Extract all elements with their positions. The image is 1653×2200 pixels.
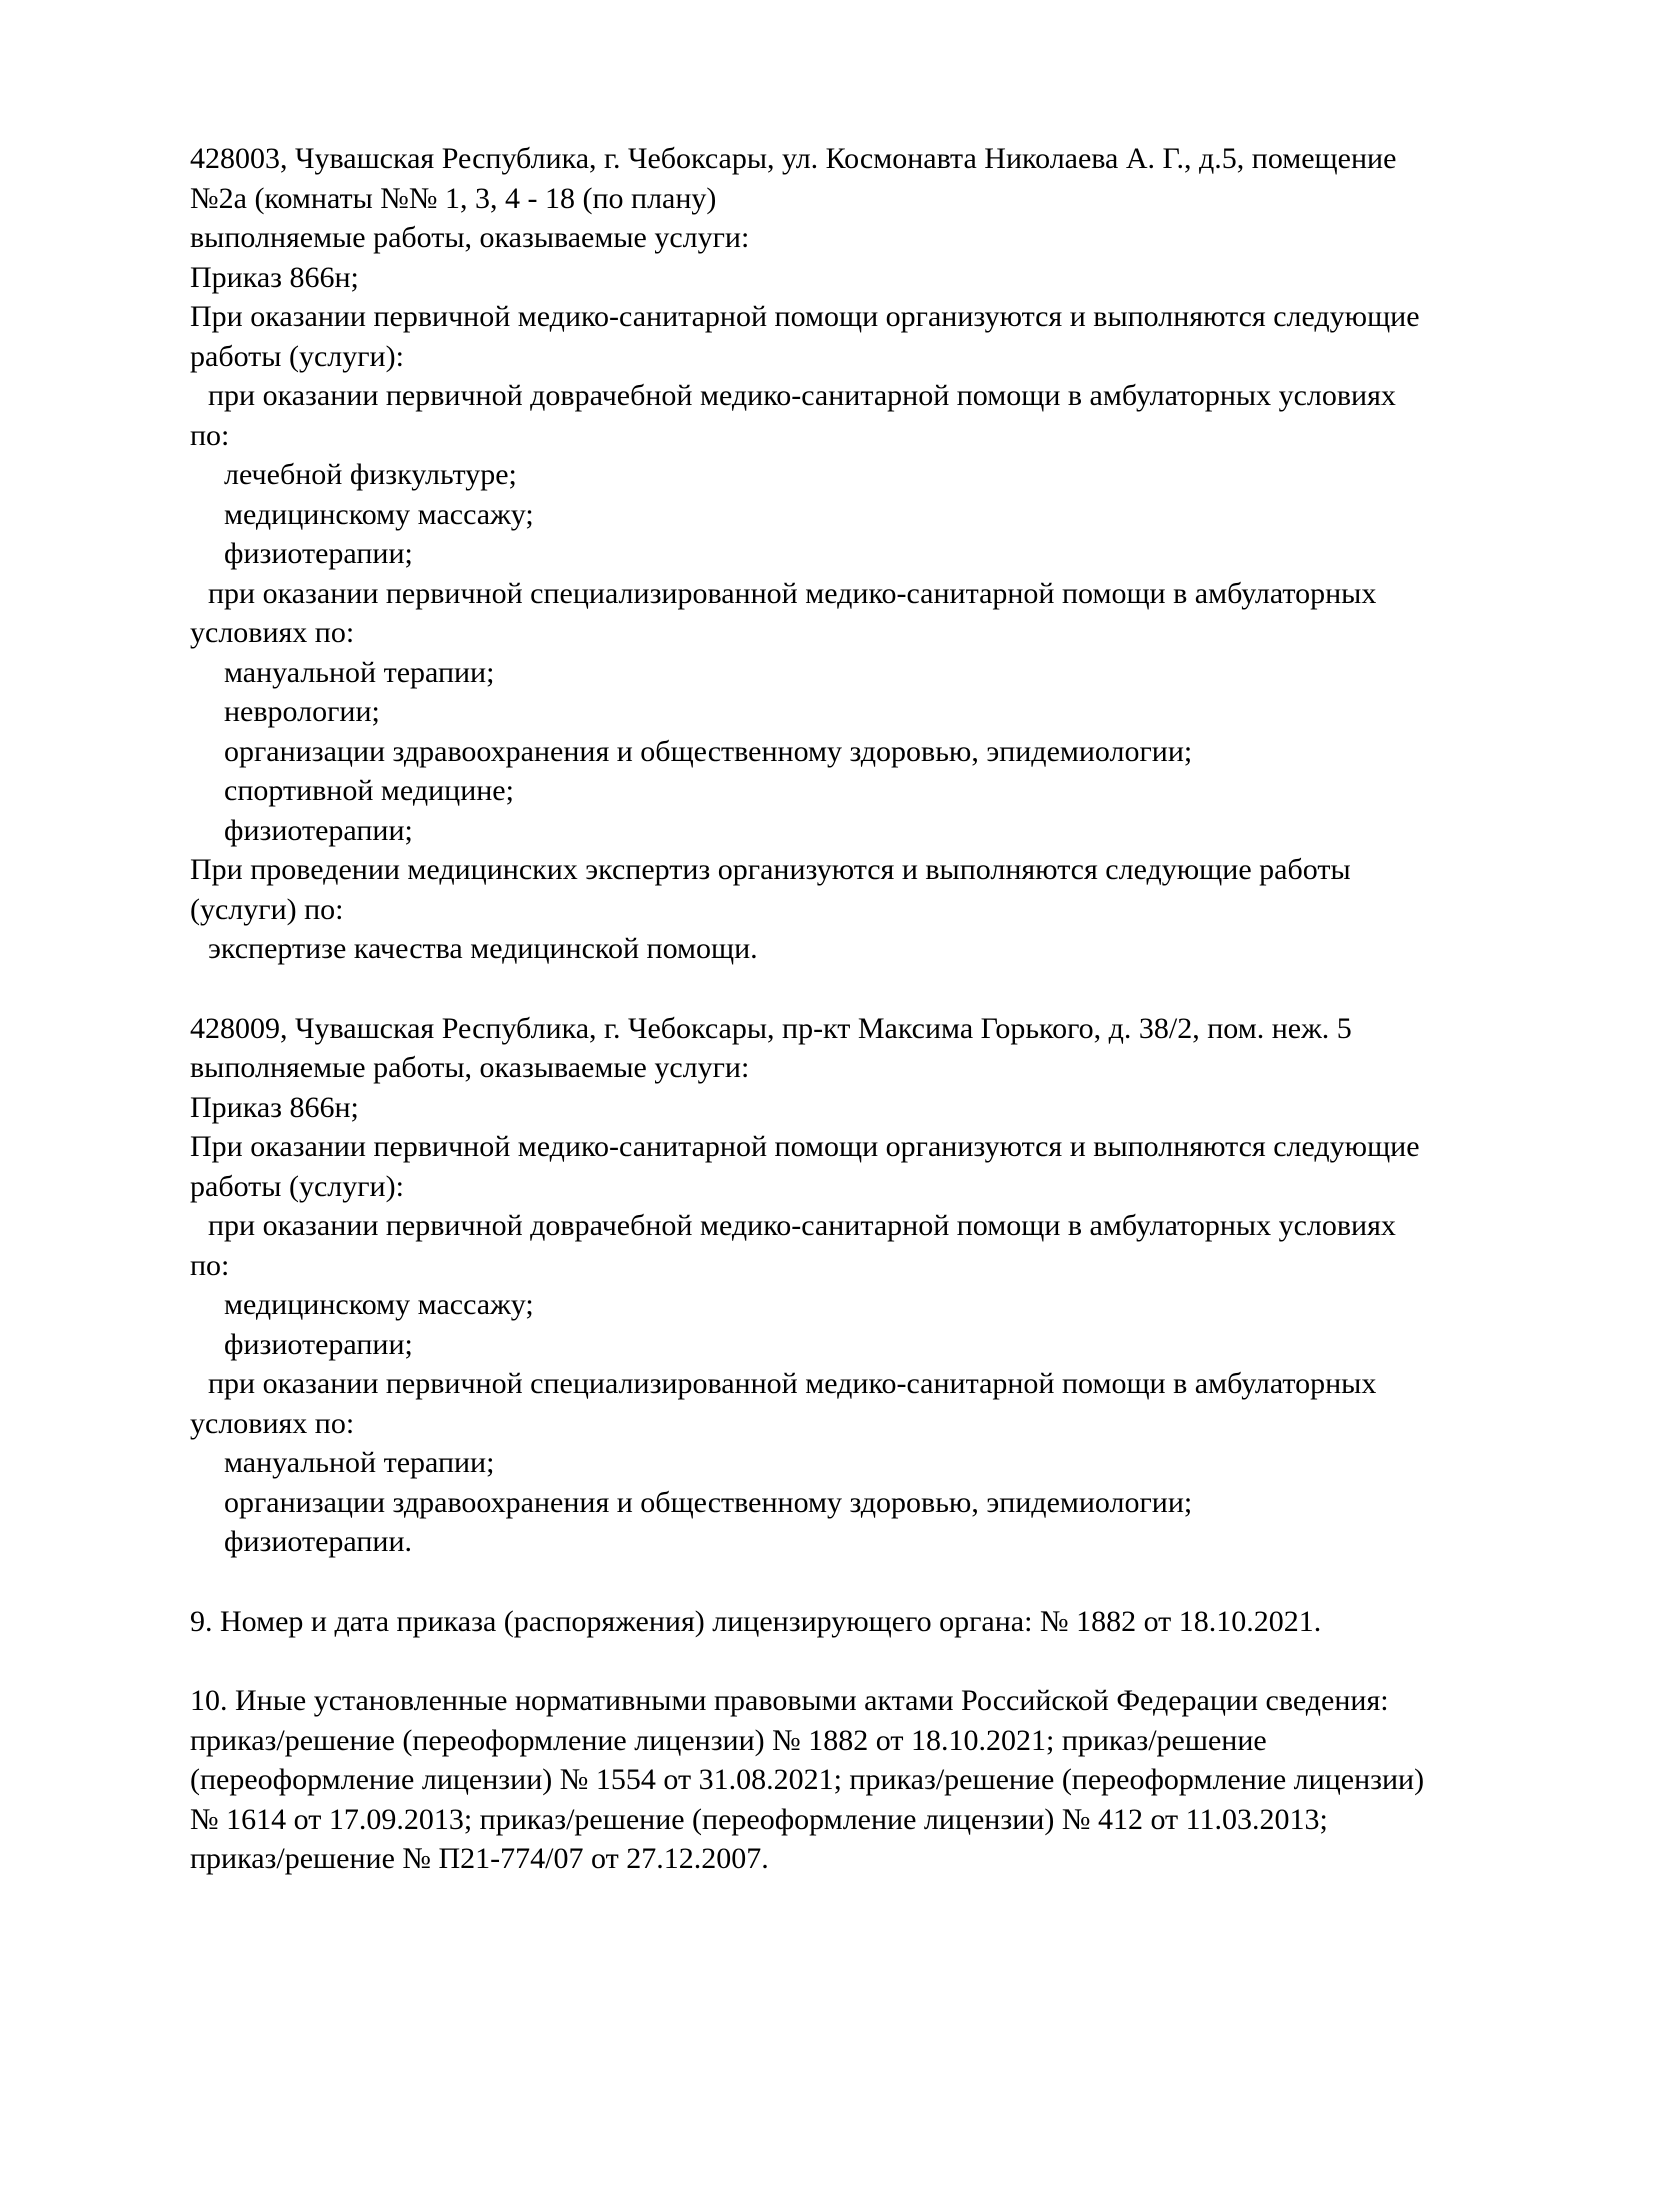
order-reference: Приказ 866н; <box>190 1090 359 1124</box>
list-item: физиотерапии; <box>224 813 413 847</box>
prehospital-care-text: по: <box>190 418 230 452</box>
section-10-other-info <box>190 1681 1530 1879</box>
specialized-care-text: при оказании первичной специализированной медико-санитарной помощи в амбулаторных <box>208 1367 1377 1400</box>
list-item: медицинскому массажу; <box>224 1288 534 1321</box>
list-item: физиотерапии. <box>224 1525 413 1558</box>
primary-care-text: При оказании первичной медико-санитарной помощи организуются и выполняются следующие <box>190 1130 1420 1163</box>
specialized-care-text: условиях по: <box>190 1406 355 1440</box>
section-10-line: приказ/решение (переоформление лицензии) № 1882 от 18.10.2021; приказ/решение <box>190 1723 1267 1757</box>
list-item: организации здравоохранения и общественному здоровью, эпидемиологии; <box>224 734 1193 768</box>
primary-care-text: При оказании первичной медико-санитарной помощи организуются и выполняются следующие <box>190 300 1420 333</box>
address-line: 428009, Чувашская Республика, г. Чебоксары, пр-кт Максима Горького, д. 38/2, пом. неж. 5 <box>190 1011 1352 1045</box>
address-block-1 <box>190 139 1530 969</box>
address-line: №2а (комнаты №№ 1, 3, 4 - 18 (по плану) <box>190 181 717 215</box>
section-10-line: (переоформление лицензии) № 1554 от 31.08.2021; приказ/решение (переоформление лицензии) <box>190 1763 1425 1796</box>
section-10-line: приказ/решение № П21-774/07 от 27.12.2007. <box>190 1842 769 1875</box>
section-10-line: 10. Иные установленные нормативными правовыми актами Российской Федерации сведения: <box>190 1684 1389 1717</box>
order-reference: Приказ 866н; <box>190 260 359 294</box>
list-item: физиотерапии; <box>224 537 413 570</box>
list-item: организации здравоохранения и общественному здоровью, эпидемиологии; <box>224 1485 1193 1519</box>
document-text <box>190 139 1530 1879</box>
list-item: медицинскому массажу; <box>224 497 534 531</box>
works-heading: выполняемые работы, оказываемые услуги: <box>190 221 750 254</box>
paragraph-gap <box>190 969 1530 1009</box>
list-item: неврологии; <box>224 695 380 728</box>
paragraph-gap <box>190 1641 1530 1681</box>
section-10-line: № 1614 от 17.09.2013; приказ/решение (переоформление лицензии) № 412 от 11.03.2013; <box>190 1802 1328 1836</box>
specialized-care-text: при оказании первичной специализированной медико-санитарной помощи в амбулаторных <box>208 576 1377 610</box>
expertise-text: (услуги) по: <box>190 892 344 926</box>
primary-care-text: работы (услуги): <box>190 339 404 373</box>
list-item: экспертизе качества медицинской помощи. <box>208 932 758 965</box>
list-item: мануальной терапии; <box>224 1446 495 1479</box>
specialized-care-text: условиях по: <box>190 616 355 649</box>
list-item: физиотерапии; <box>224 1327 413 1361</box>
works-heading: выполняемые работы, оказываемые услуги: <box>190 1051 750 1084</box>
list-item: спортивной медицине; <box>224 774 514 807</box>
paragraph-gap <box>190 1562 1530 1602</box>
address-line: 428003, Чувашская Республика, г. Чебоксары, ул. Космонавта Николаева А. Г., д.5, помещение <box>190 142 1397 175</box>
list-item: мануальной терапии; <box>224 655 495 689</box>
section-9-order-info: 9. Номер и дата приказа (распоряжения) лицензирующего органа: № 1882 от 18.10.2021. <box>190 1604 1322 1638</box>
prehospital-care-text: при оказании первичной доврачебной медико-санитарной помощи в амбулаторных условиях <box>208 379 1396 412</box>
list-item: лечебной физкультуре; <box>224 458 517 491</box>
prehospital-care-text: при оказании первичной доврачебной медико-санитарной помощи в амбулаторных условиях <box>208 1209 1396 1242</box>
primary-care-text: работы (услуги): <box>190 1169 404 1203</box>
expertise-text: При проведении медицинских экспертиз организуются и выполняются следующие работы <box>190 853 1351 886</box>
address-block-2 <box>190 1009 1530 1562</box>
prehospital-care-text: по: <box>190 1248 230 1282</box>
